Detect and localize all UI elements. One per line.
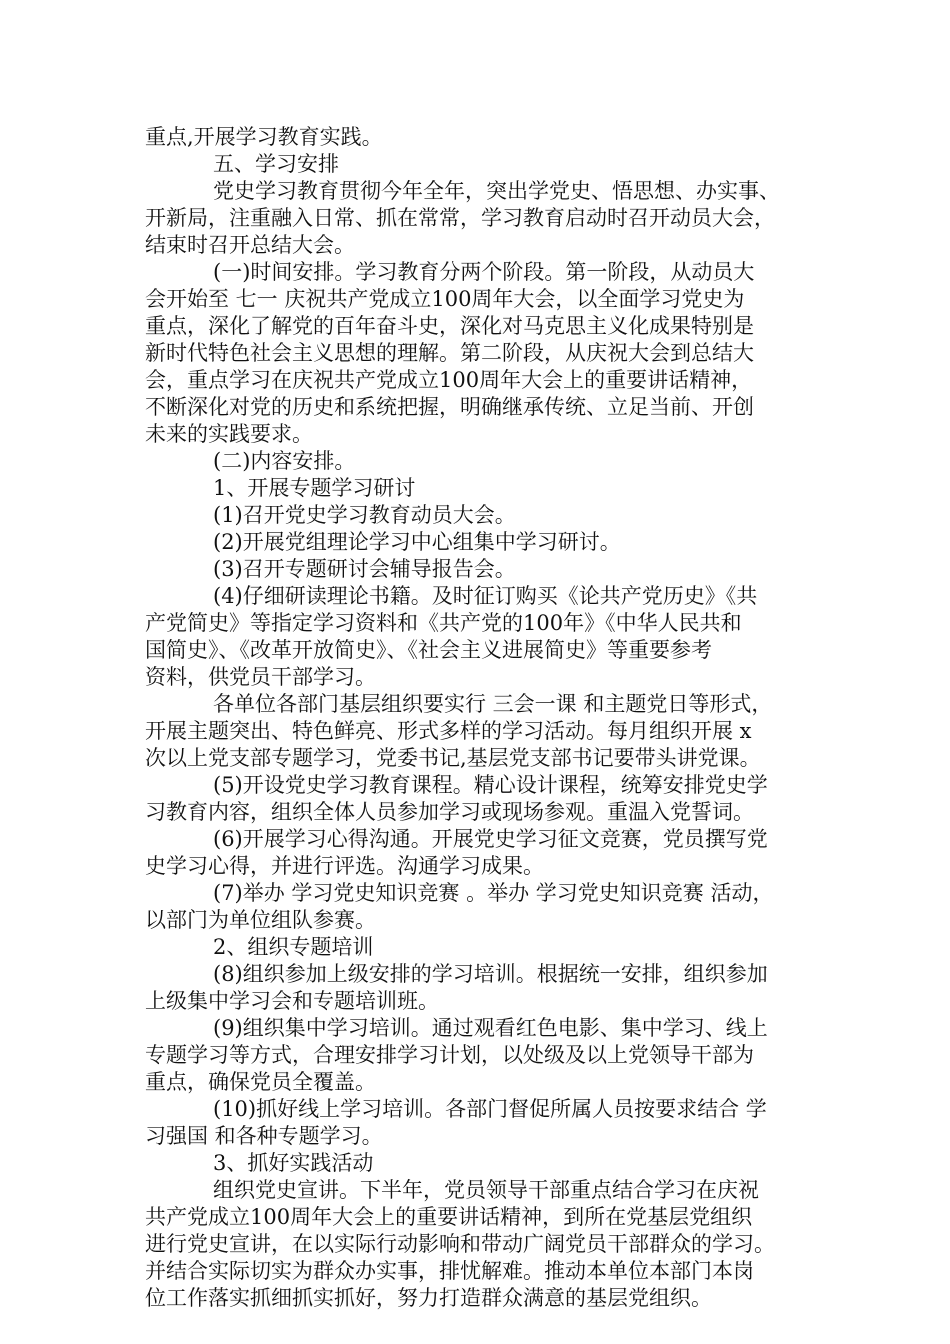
text-line: 重点,开展学习教育实践。 <box>145 125 383 149</box>
text-line: 并结合实际切实为群众办实事，排忧解难。推动本单位本部门本岗 <box>145 1259 754 1283</box>
text-line: 国简史》、《改革开放简史》、《社会主义进展简史》等重要参考 <box>145 638 712 662</box>
text-line: 产党简史》等指定学习资料和《共产党的100年》《中华人民共和 <box>145 611 742 635</box>
text-line: 习强国 和各种专题学习。 <box>145 1124 383 1148</box>
text-line: 不断深化对党的历史和系统把握，明确继承传统、立足当前、开创 <box>145 395 754 419</box>
text-line: 上级集中学习会和专题培训班。 <box>145 989 439 1013</box>
text-line: 重点，深化了解党的百年奋斗史，深化对马克思主义化成果特别是 <box>145 314 754 338</box>
text-line: 习教育内容，组织全体人员参加学习或现场参观。重温入党誓词。 <box>145 800 754 824</box>
text-line: 开展主题突出、特色鲜亮、形式多样的学习活动。每月组织开展 x <box>145 719 752 743</box>
text-line: 以部门为单位组队参赛。 <box>145 908 376 932</box>
text-line: 党史学习教育贯彻今年全年，突出学党史、悟思想、办实事、 <box>213 179 780 203</box>
text-line: (2)开展党组理论学习中心组集中学习研讨。 <box>213 530 621 554</box>
text-line: (4)仔细研读理论书籍。及时征订购买《论共产党历史》《共 <box>213 584 758 608</box>
text-line: (5)开设党史学习教育课程。精心设计课程，统筹安排党史学 <box>213 773 768 797</box>
text-line: 重点，确保党员全覆盖。 <box>145 1070 376 1094</box>
text-line: 2、组织专题培训 <box>213 935 374 959</box>
text-line: 新时代特色社会主义思想的理解。第二阶段，从庆祝大会到总结大 <box>145 341 754 365</box>
text-line: 1、开展专题学习研讨 <box>213 476 416 500</box>
text-line: (7)举办 学习党史知识竞赛 。举办 学习党史知识竞赛 活动， <box>213 881 774 905</box>
text-line: (3)召开专题研讨会辅导报告会。 <box>213 557 516 581</box>
text-line: 进行党史宣讲，在以实际行动影响和带动广阔党员干部群众的学习。 <box>145 1232 775 1256</box>
text-line: 史学习心得，并进行评选。沟通学习成果。 <box>145 854 544 878</box>
text-line: 五、学习安排 <box>213 152 339 176</box>
text-line: 会，重点学习在庆祝共产党成立100周年大会上的重要讲话精神， <box>145 368 753 392</box>
text-line: (一)时间安排。学习教育分两个阶段。第一阶段，从动员大 <box>213 260 755 284</box>
text-line: (1)召开党史学习教育动员大会。 <box>213 503 516 527</box>
text-line: 会开始至 七一 庆祝共产党成立100周年大会，以全面学习党史为 <box>145 287 745 311</box>
text-line: 各单位各部门基层组织要实行 三会一课 和主题党日等形式， <box>213 692 773 716</box>
text-line: 共产党成立100周年大会上的重要讲话精神，到所在党基层党组织 <box>145 1205 753 1229</box>
text-line: (10)抓好线上学习培训。各部门督促所属人员按要求结合 学 <box>213 1097 767 1121</box>
text-line: (6)开展学习心得沟通。开展党史学习征文竞赛，党员撰写党 <box>213 827 768 851</box>
text-line: 组织党史宣讲。下半年，党员领导干部重点结合学习在庆祝 <box>213 1178 759 1202</box>
text-line: 未来的实践要求。 <box>145 422 313 446</box>
text-line: 资料，供党员干部学习。 <box>145 665 376 689</box>
text-line: 开新局，注重融入日常、抓在常常，学习教育启动时召开动员大会， <box>145 206 775 230</box>
text-line: 专题学习等方式，合理安排学习计划，以处级及以上党领导干部为 <box>145 1043 754 1067</box>
text-line: (8)组织参加上级安排的学习培训。根据统一安排，组织参加 <box>213 962 768 986</box>
document-body <box>145 124 813 1312</box>
text-line: 3、抓好实践活动 <box>213 1151 374 1175</box>
text-line: (9)组织集中学习培训。通过观看红色电影、集中学习、线上 <box>213 1016 768 1040</box>
text-line: (二)内容安排。 <box>213 449 356 473</box>
text-line: 次以上党支部专题学习，党委书记,基层党支部书记要带头讲党课。 <box>145 746 761 770</box>
text-line: 位工作落实抓细抓实抓好，努力打造群众满意的基层党组织。 <box>145 1286 712 1310</box>
text-line: 结束时召开总结大会。 <box>145 233 355 257</box>
